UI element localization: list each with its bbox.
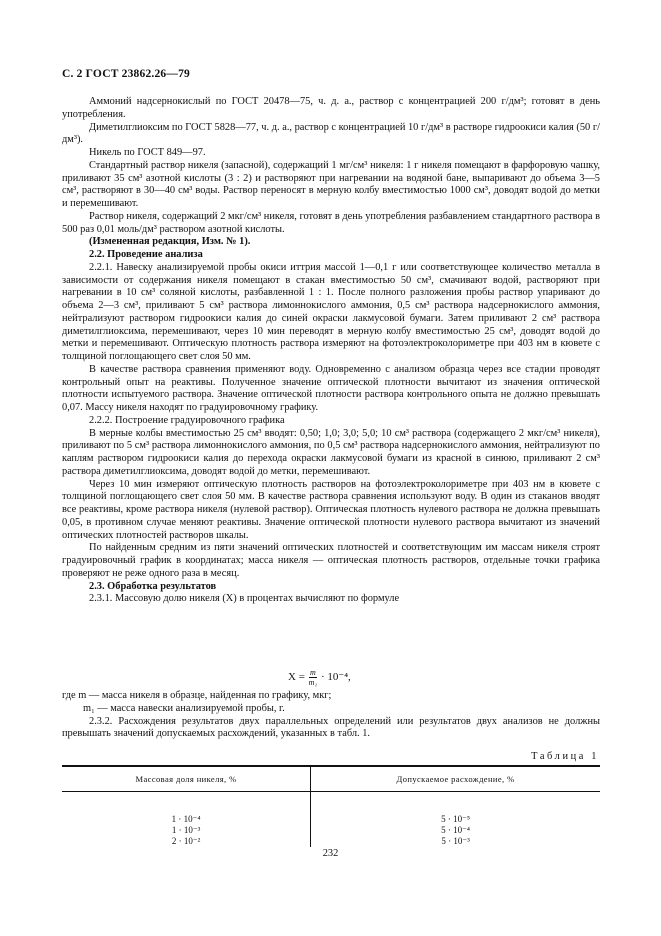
formula-lhs: X = [288, 671, 305, 684]
paragraph: Через 10 мин измеряют оптическую плотность растворов на фотоэлектроколориметре при 403 нм в кювете с толщиной поглощающего свет слоя 50 мм. В качестве раствора сравнения используют воду. В один из стаканов вводят все реактивы, кроме раствора никеля (нулевой раствор). Оптическая плотность нулевого раствора не должна превышать 0,05, в противном случае меняют реактивы. Значение оптической плотности нулевого раствора вычитают из значений оптических плотностей растворов шкалы. [62, 478, 600, 541]
paragraph: В мерные колбы вместимостью 25 см³ вводят: 0,50; 1,0; 3,0; 5,0; 10 см³ раствора (содержащего 2 мкг/см³ никеля), приливают по 5 см³ раствора лимоннокислого аммония, по 0,5 см³ раствора надсернокислого аммония, нейтрализуют по каплям раствором гидроокиси калия до перехода окраски лакмусовой бумаги из красной в синюю, приливают 2 см³ раствора диметилглиоксима, доводят водой до метки, перемешивают. [62, 427, 600, 477]
table-row [62, 825, 600, 836]
legend-line: m₁ — масса навески анализируемой пробы, г. [83, 702, 285, 714]
formula-numerator: m [310, 668, 316, 677]
paragraph: По найденным средним из пяти значений оптических плотностей и соответствующим им массам никеля строят градуировочный график в координатах; масса никеля — оптическая плотность растворов, отдельные точки графика проверяют не реже одного раза в месяц. [62, 542, 600, 579]
table-cell: 5 · 10⁻³ [311, 836, 600, 847]
page-number: 232 [322, 848, 339, 859]
formula-rhs: · 10⁻⁴, [320, 671, 351, 684]
paragraph: Раствор никеля, содержащий 2 мкг/см³ никеля, готовят в день употребления разбавлением стандартного раствора в 500 раз 0,01 моль/дм³ раствором азотной кислоты. [62, 210, 600, 235]
formula [288, 668, 351, 687]
paragraph: Никель по ГОСТ 849—97. [89, 147, 206, 158]
paragraph: Стандартный раствор никеля (запасной), содержащий 1 мг/см³ никеля: 1 г никеля помещают в фарфоровую чашку, приливают 35 см³ азотной кислоты (3 : 2) и растворяют при нагревании на водяной бане, выпаривают до объема 3—5 см³, растворяют в 30—40 см³ воды. Раствор переносят в мерную колбу вместимостью 1000 см³, доводят водой до метки и перемешивают. [62, 159, 600, 209]
amendment-note: (Измененная редакция, Изм. № 1). [89, 236, 251, 248]
paragraph: 2.2.1. Навеску анализируемой пробы окиси иттрия массой 1—0,1 г или соответствующее количество металла в зависимости от содержания никеля помещают в стакан вместимостью 50 см³, смачивают водой, растворяют при нагревании в 10 см³ соляной кислоты, разбавленной 1 : 1. После полного разложения пробы раствор упаривают до объема 2—3 см³, приливают 5 см³ раствора лимоннокислого аммония, 0,5 см³ раствора надсернокислого аммония, нейтрализуют раствором гидроокиси калия до синей окраски лакмусовой бумаги. Затем приливают 2 см³ раствора диметилглиоксима, перемешивают, через 10 мин переводят в мерную колбу вместимостью 25 см³, доводят водой до метки и перемешивают. Оптическую плотность раствора измеряют на фотоэлектроколориметре при 403 нм в кювете с толщиной поглощающего свет слоя 50 мм. [62, 261, 600, 362]
section-heading: 2.2. Проведение анализа [89, 249, 203, 260]
paragraph: Аммоний надсернокислый по ГОСТ 20478—75, ч. д. а., раствор с концентрацией 200 г/дм³; готовят в день употребления. [62, 96, 600, 120]
legend-line: где m — масса никеля в образце, найденная по графику, мкг; [62, 690, 332, 701]
formula-legend [62, 690, 600, 741]
table-cell: 5 · 10⁻⁴ [311, 825, 600, 836]
formula-fraction [309, 668, 318, 687]
table-cell: 5 · 10⁻⁵ [311, 814, 600, 825]
paragraph: 2.3.2. Расхождения результатов двух параллельных определений или результатов двух анализов не должны превышать значений допускаемых расхождений, указанных в табл. 1. [62, 715, 600, 740]
table-cell: 1 · 10⁻⁴ [171, 814, 201, 824]
table-row [62, 836, 600, 847]
subsection-heading: 2.2.2. Построение градуировочного графика [89, 414, 285, 426]
body-text [62, 96, 600, 606]
table-cell: 1 · 10⁻³ [171, 825, 201, 835]
paragraph: В качестве раствора сравнения применяют воду. Одновременно с анализом образца через все стадии проводят контрольный опыт на реактивы. Полученное значение оптической плотности вычитают из значения оптической плотности испытуемого раствора. Значение оптической плотности раствора контрольного опыта не должно превышать 0,07. Массу никеля находят по градуировочному графику. [62, 363, 600, 413]
table-header-cell: Допускаемое расхождение, % [311, 766, 600, 792]
table-header-cell: Массовая доля никеля, % [62, 766, 311, 792]
section-heading: 2.3. Обработка результатов [89, 580, 217, 592]
table-cell: 2 · 10⁻² [171, 836, 201, 846]
paragraph: Диметилглиоксим по ГОСТ 5828—77, ч. д. а., раствор с концентрацией 10 г/дм³ в растворе гидроокиси калия (50 г/дм³). [62, 121, 600, 146]
tolerance-table [62, 765, 600, 847]
table-caption: Таблица 1 [531, 751, 599, 762]
paragraph: 2.3.1. Массовую долю никеля (X) в процентах вычисляют по формуле [89, 593, 400, 605]
table-row [62, 814, 600, 825]
page-header: С. 2 ГОСТ 23862.26—79 [62, 68, 190, 80]
formula-denominator: m₁ [308, 678, 318, 687]
